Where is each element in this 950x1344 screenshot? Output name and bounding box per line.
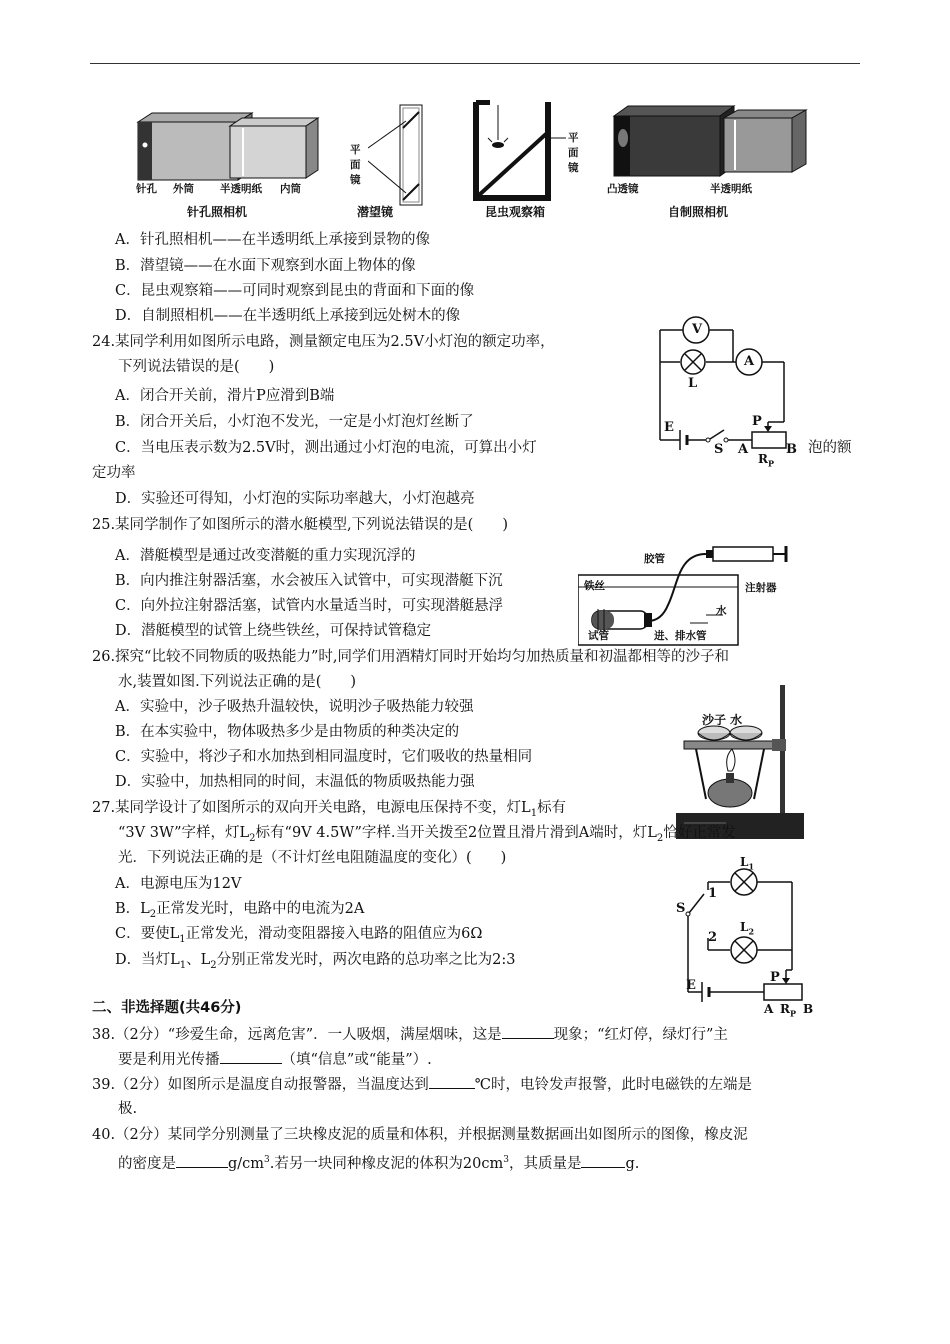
q27-lamp2-label <box>740 920 754 936</box>
header-rule <box>90 63 860 64</box>
q39-line1-a: 39.（2分）如图所示是温度自动报警器，当温度达到 <box>92 1077 429 1093</box>
q40-line1: 40.（2分）某同学分别测量了三块橡皮泥的质量和体积，并根据测量数据画出如图所示的图像，橡皮泥 <box>92 1127 748 1143</box>
q27-stem-line1 <box>92 798 566 824</box>
q27-option-d-sub1: 1 <box>179 959 187 971</box>
q24-rheostat-sub: P <box>767 458 774 469</box>
q27-option-c-b: 正常发光，滑动变阻器接入电路的阻值应为6Ω <box>185 926 483 942</box>
q40-line2 <box>118 1150 639 1174</box>
q24-ammeter-label: A <box>744 354 755 369</box>
homemade-camera-figure <box>606 104 811 182</box>
q24-option-b: B．闭合开关后，小灯泡不发光，一定是小灯泡灯丝断了 <box>115 414 474 430</box>
q25-label-syringe: 注射器 <box>745 582 777 594</box>
q27-stem2-c: 恰好正常发 <box>663 825 736 841</box>
q27-option-d-sub2: 2 <box>210 959 217 971</box>
camera-caption: 自制照相机 <box>668 205 729 219</box>
q40-blank-2[interactable] <box>581 1153 625 1168</box>
q25-label-pipe: 进、排水管 <box>654 630 707 642</box>
q38-line1-b: 现象；“红灯停，绿灯行”主 <box>553 1027 728 1043</box>
q26-stem-line2: 水,装置如图.下列说法正确的是( ) <box>118 674 357 690</box>
q27-rheostat-label <box>780 1002 796 1018</box>
q24-option-c-line2: 定功率 <box>92 465 136 481</box>
q27-stem1-sub: 1 <box>530 807 538 819</box>
q25-stem: 25.某同学制作了如图所示的潜水艇模型,下列说法错误的是( ) <box>92 517 508 533</box>
q27-rheostat-sub: P <box>789 1008 796 1019</box>
pinhole-part-4: 内筒 <box>280 183 301 195</box>
q27-stem-line3: 光．下列说法正确的是（不计灯丝电阻随温度的变化）( ) <box>118 850 507 866</box>
insect-box-caption: 昆虫观察箱 <box>485 205 546 219</box>
q27-battery-label: E <box>686 978 696 993</box>
periscope-mirror-1: 平 <box>350 144 361 156</box>
q26-option-a: A．实验中，沙子吸热升温较快，说明沙子吸热能力较强 <box>115 699 474 715</box>
q25-option-c: C．向外拉注射器活塞，试管内水量适当时，可实现潜艇悬浮 <box>115 598 504 614</box>
pinhole-part-1: 针孔 <box>136 183 157 195</box>
q24-option-a: A．闭合开关前，滑片P应滑到B端 <box>115 388 335 404</box>
q25-label-testtube: 试管 <box>588 630 609 642</box>
q38-blank-2[interactable] <box>220 1049 282 1064</box>
q26-option-c: C．实验中，将沙子和水加热到相同温度时，它们吸收的热量相同 <box>115 749 533 765</box>
q40-line2-sup2: 3 <box>503 1155 509 1165</box>
q38-line1 <box>92 1024 728 1045</box>
q25-option-b: B．向内推注射器活塞，水会被压入试管中，可实现潜艇下沉 <box>115 573 503 589</box>
periscope-caption: 潜望镜 <box>357 205 394 219</box>
q26-label-sand-water: 沙子 水 <box>702 713 743 727</box>
q27-stem2-b: 标有“9V 4.5W”字样.当开关拨至2位置且滑片滑到A端时，灯L <box>255 825 657 841</box>
q27-rheostat-r: R <box>780 1002 790 1016</box>
q27-slider-label: P <box>770 970 780 985</box>
q27-end-a-label: A <box>764 1002 774 1016</box>
q40-line2-sup: 3 <box>264 1155 270 1165</box>
q40-line2-d: ，其质量是 <box>508 1155 582 1172</box>
insect-mirror-3: 镜 <box>568 162 579 174</box>
q23-option-c: C．昆虫观察箱——可同时观察到昆虫的背面和下面的像 <box>115 283 475 299</box>
q27-option-d-b: 分别正常发光时，两次电路的总功率之比为2:3 <box>216 952 516 968</box>
q24-stem-line1: 24.某同学利用如图所示电路，测量额定电压为2.5V小灯泡的额定功率， <box>92 334 555 350</box>
periscope-mirror-3: 镜 <box>350 174 361 186</box>
periscope-figure <box>368 103 443 208</box>
q24-option-c-tail: 泡的额 <box>808 440 852 456</box>
insect-mirror-1: 平 <box>568 132 579 144</box>
q27-stem2-sub: 2 <box>249 832 256 844</box>
q38-line1-a: 38.（2分）“珍爱生命，远离危害”．一人吸烟，满屋烟味，这是 <box>92 1027 502 1043</box>
camera-part-2: 半透明纸 <box>710 183 752 195</box>
q27-option-b-a: B．L <box>115 901 150 917</box>
q27-pos2-label: 2 <box>708 930 718 945</box>
q27-option-b-b: 正常发光时，电路中的电流为2A <box>156 901 365 917</box>
q39-line1-b: ℃时，电铃发声报警，此时电磁铁的左端是 <box>474 1077 753 1093</box>
q24-option-d: D．实验还可得知，小灯泡的实际功率越大，小灯泡越亮 <box>115 491 475 507</box>
q25-label-wire: 铁丝 <box>584 580 605 592</box>
camera-part-1: 凸透镜 <box>607 183 639 195</box>
q38-line2 <box>118 1049 432 1070</box>
q27-option-d-mid: 、L <box>186 952 211 968</box>
q39-line2: 极. <box>118 1101 138 1117</box>
q24-end-b-label: B <box>786 442 797 457</box>
q24-rheostat-label <box>758 452 774 468</box>
q26-option-b: B．在本实验中，物体吸热多少是由物质的种类决定的 <box>115 724 460 740</box>
q25-label-water: 水 <box>716 605 727 617</box>
q38-blank-1[interactable] <box>502 1024 554 1039</box>
q24-switch-label: S <box>714 442 724 457</box>
q40-line2-e: g. <box>625 1155 640 1172</box>
insect-mirror-2: 面 <box>568 147 579 159</box>
q26-heating-apparatus <box>676 683 806 843</box>
q27-pos1-label: 1 <box>708 886 718 901</box>
q40-line2-a: 的密度是 <box>118 1155 176 1172</box>
section-2-title: 二、非选择题(共46分) <box>92 1000 242 1016</box>
pinhole-part-2: 外筒 <box>173 183 194 195</box>
q40-line2-b: g/cm <box>228 1155 265 1172</box>
pinhole-part-3: 半透明纸 <box>220 183 262 195</box>
q24-lamp-label: L <box>688 376 698 391</box>
q24-slider-label: P <box>752 414 762 429</box>
q40-blank-1[interactable] <box>176 1153 228 1168</box>
q27-option-b <box>115 899 364 925</box>
q24-option-c-line1: C．当电压表示数为2.5V时，测出通过小灯泡的电流，可算出小灯 <box>115 440 537 456</box>
q27-lamp1-l: L <box>740 855 749 869</box>
q27-option-a: A．电源电压为12V <box>115 876 242 892</box>
q27-option-d <box>115 950 516 976</box>
pinhole-camera-figure <box>130 110 330 185</box>
q40-line2-c: .若另一块同种橡皮泥的体积为20cm <box>269 1155 504 1172</box>
q27-stem1-b: 标有 <box>537 800 567 816</box>
q27-option-b-sub: 2 <box>149 908 157 920</box>
q26-stem-line1: 26.探究“比较不同物质的吸热能力”时,同学们用酒精灯同时开始均匀加热质量和初温都相等的沙子和 <box>92 649 729 665</box>
q39-blank-1[interactable] <box>429 1074 475 1089</box>
q27-stem2-a: “3V 3W”字样，灯L <box>118 825 250 841</box>
q27-stem1-a: 27.某同学设计了如图所示的双向开关电路，电源电压保持不变，灯L <box>92 800 531 816</box>
insect-box-figure <box>470 100 580 202</box>
q27-lamp1-label <box>740 855 754 871</box>
q27-stem2-sub2: 2 <box>656 832 664 844</box>
q27-end-b-label: B <box>803 1002 814 1016</box>
q24-stem-line2: 下列说法错误的是( ) <box>118 359 275 375</box>
q24-end-a-label: A <box>738 442 749 457</box>
q39-line1 <box>92 1074 752 1095</box>
q24-voltmeter-label: V <box>692 322 703 337</box>
q23-option-a: A．针孔照相机——在半透明纸上承接到景物的像 <box>115 232 430 248</box>
q25-option-a: A．潜艇模型是通过改变潜艇的重力实现沉浮的 <box>115 548 416 564</box>
q27-stem-line2 <box>118 823 736 849</box>
q27-lamp2-l: L <box>740 920 749 934</box>
q23-option-d: D．自制照相机——在半透明纸上承接到远处树木的像 <box>115 308 461 324</box>
q25-label-tube: 胶管 <box>644 553 665 565</box>
q27-switch-label: S <box>676 901 686 916</box>
q27-option-c-a: C．要使L <box>115 926 180 942</box>
q24-battery-label: E <box>664 420 674 435</box>
q27-option-c <box>115 924 482 950</box>
q24-rheostat-r: R <box>758 452 768 466</box>
q25-option-d: D．潜艇模型的试管上绕些铁丝，可保持试管稳定 <box>115 623 432 639</box>
q38-line2-a: 要是利用光传播 <box>118 1052 220 1068</box>
q27-option-d-a: D．当灯L <box>115 952 180 968</box>
periscope-mirror-2: 面 <box>350 159 361 171</box>
q23-option-b: B．潜望镜——在水面下观察到水面上物体的像 <box>115 258 416 274</box>
q27-lamp1-sub: 1 <box>748 861 755 872</box>
q38-line2-b: （填“信息”或“能量”）. <box>281 1052 432 1068</box>
pinhole-caption: 针孔照相机 <box>187 205 248 219</box>
q26-option-d: D．实验中，加热相同的时间，末温低的物质吸热能力强 <box>115 774 475 790</box>
q27-lamp2-sub: 2 <box>748 926 755 937</box>
q27-option-c-sub: 1 <box>179 933 186 945</box>
